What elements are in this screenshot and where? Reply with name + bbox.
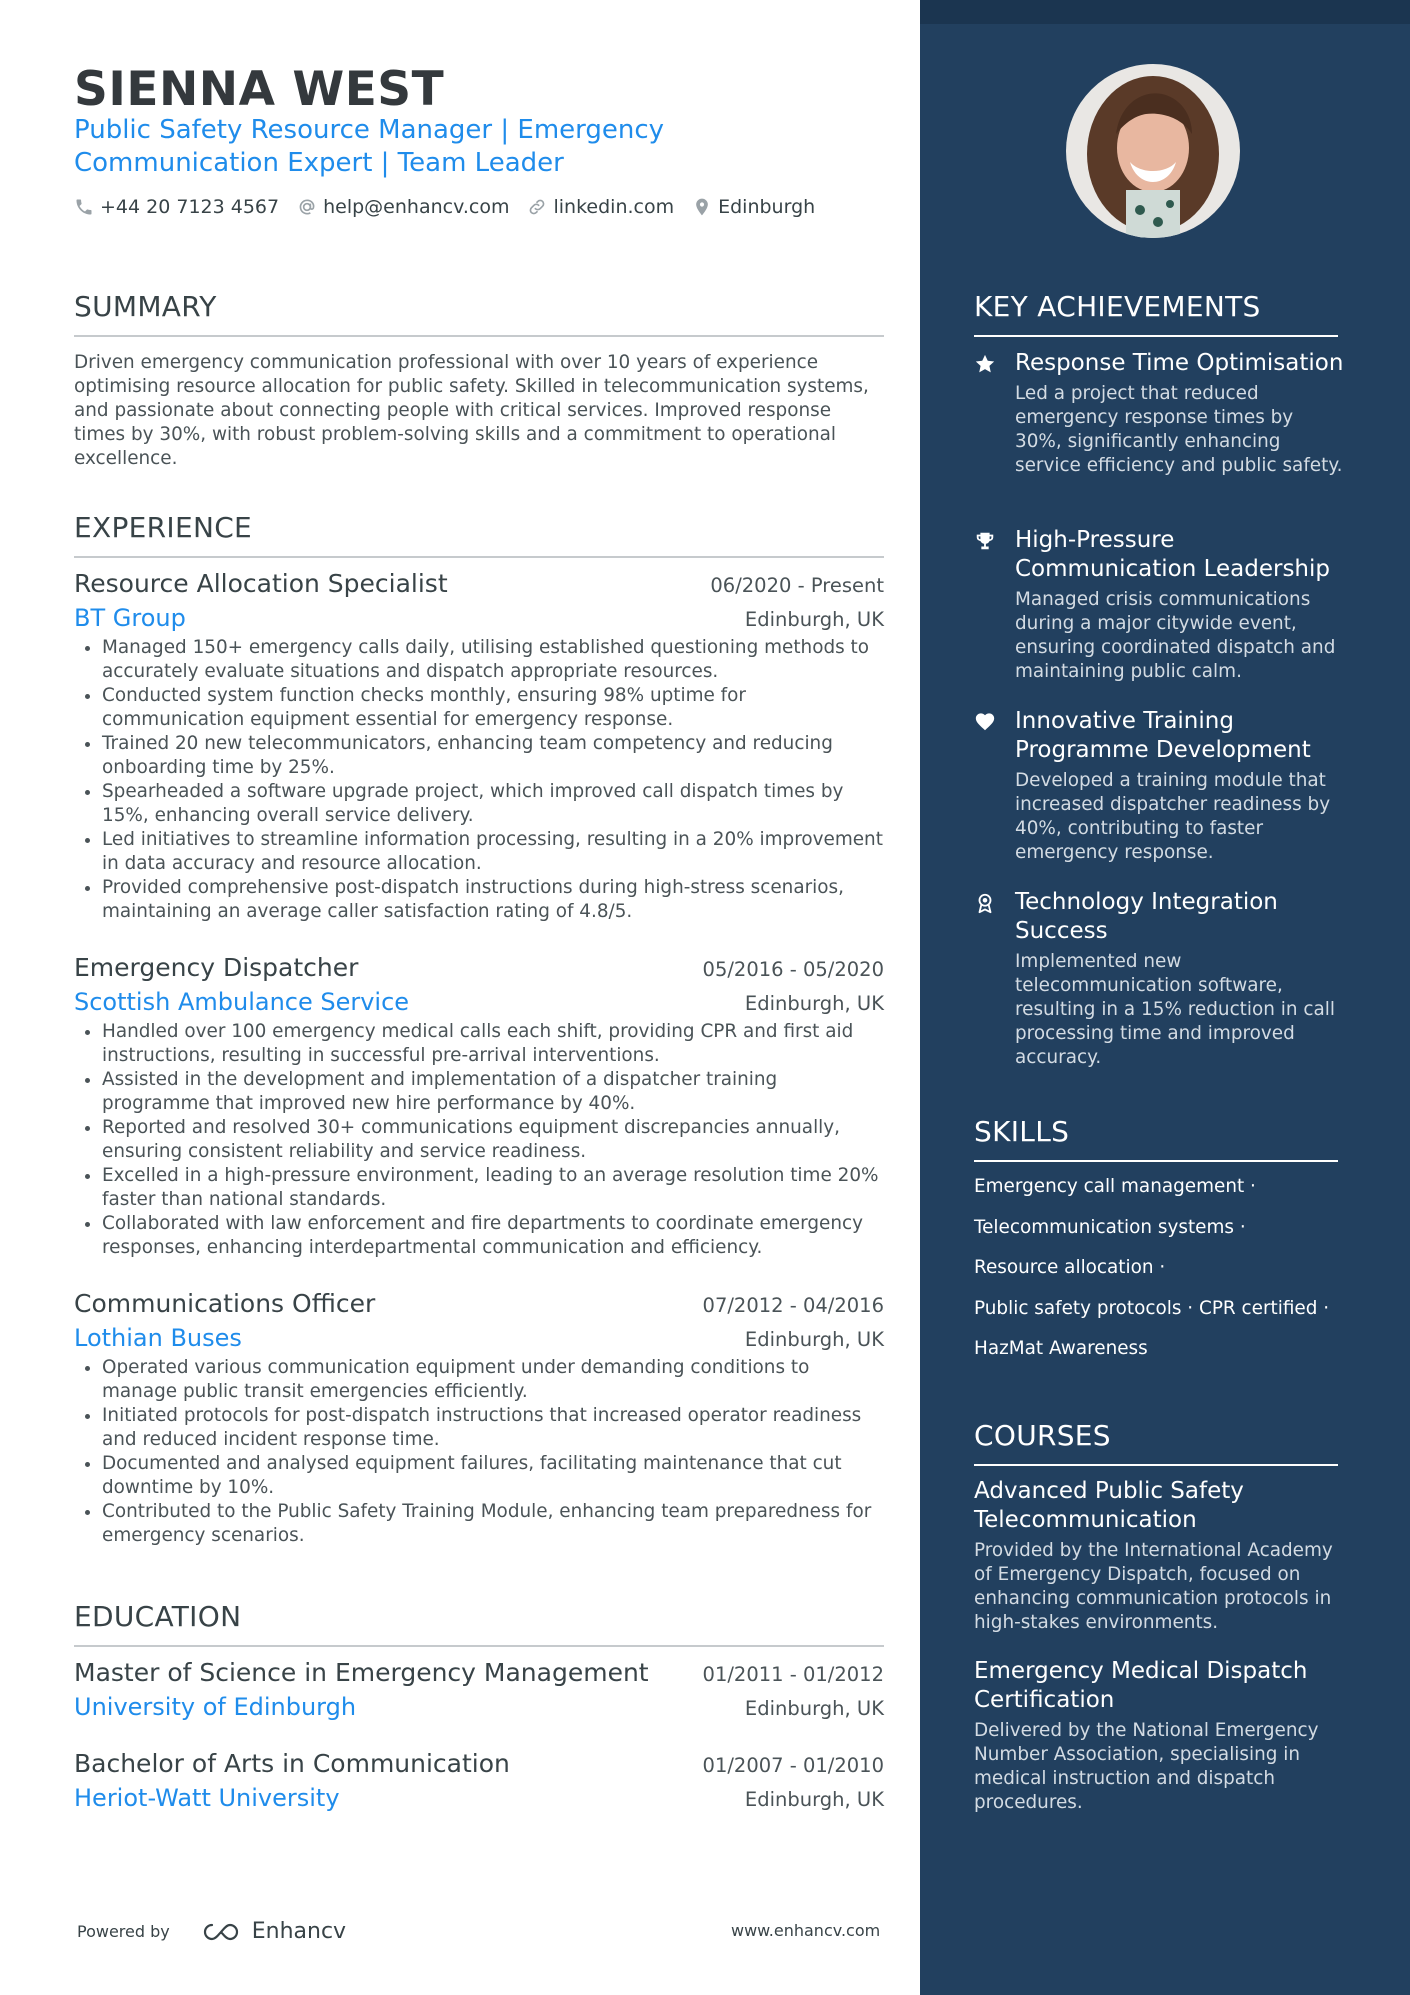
phone-text: +44 20 7123 4567	[100, 196, 280, 218]
skill-item: Telecommunication systems ·	[974, 1216, 1246, 1238]
achievement-title: Technology Integration Success	[1015, 889, 1278, 944]
education-entry	[74, 1749, 884, 1812]
achievement-item	[974, 707, 1344, 865]
sidebar	[920, 0, 1410, 1995]
job-title: Resource Allocation Specialist	[74, 569, 448, 598]
job-bullets	[74, 1020, 884, 1260]
award-icon	[974, 892, 996, 914]
trophy-icon	[974, 530, 996, 552]
skill-item: HazMat Awareness	[974, 1338, 1148, 1359]
achievement-title: High-Pressure Communication Leadership	[1015, 527, 1331, 582]
achievement-desc: Led a project that reduced emergency response times by 30%, significantly enhancing service efficiency and public safety.	[1015, 383, 1343, 476]
skill-item: Resource allocation ·	[974, 1257, 1166, 1278]
bullet-item: • Documented and analysed equipment failures, facilitating maintenance that cut downtime by 10%.	[102, 1452, 884, 1500]
job-location: Edinburgh, UK	[744, 608, 884, 631]
bullet-item: • Excelled in a high-pressure environment, leading to an average resolution time 20% faster than national standards.	[102, 1164, 884, 1212]
contact-phone[interactable]	[74, 196, 279, 218]
course-title: Advanced Public Safety Telecommunication	[974, 1478, 1244, 1533]
bullet-item: • Reported and resolved 30+ communications equipment discrepancies annually, ensuring consistent reliability and service readiness.	[102, 1116, 884, 1164]
bullet-item: • Operated various communication equipment under demanding conditions to manage public transit emergencies efficiently.	[102, 1356, 884, 1404]
job-dates: 07/2012 - 04/2016	[702, 1294, 884, 1317]
education-dates: 01/2011 - 01/2012	[702, 1663, 884, 1686]
contact-location	[692, 196, 815, 218]
contact-bar	[74, 196, 833, 218]
candidate-name: SIENNA WEST	[74, 62, 445, 117]
degree-title: Bachelor of Arts in Communication	[74, 1749, 510, 1778]
school-location: Edinburgh, UK	[744, 1697, 884, 1720]
website-link[interactable]: www.enhancv.com	[731, 1921, 881, 1940]
education-heading: EDUCATION	[74, 1600, 884, 1647]
enhancv-brand: Enhancv	[251, 1919, 347, 1944]
school-name[interactable]: Heriot-Watt University	[74, 1784, 340, 1812]
job-location: Edinburgh, UK	[744, 992, 884, 1015]
skill-item: Emergency call management ·	[974, 1176, 1256, 1197]
linkedin-text: linkedin.com	[553, 196, 675, 218]
job-bullets	[74, 636, 884, 924]
summary-heading: SUMMARY	[74, 290, 884, 337]
company-name[interactable]: BT Group	[74, 604, 186, 632]
skill-item: Public safety protocols · CPR certified ·	[974, 1297, 1330, 1319]
bullet-item: • Managed 150+ emergency calls daily, utilising established questioning methods to accurately evaluate situations and dispatch appropriate resources.	[102, 636, 884, 684]
job-dates: 06/2020 - Present	[710, 574, 884, 597]
course-item	[974, 1477, 1344, 1635]
bullet-item: • Led initiatives to streamline information processing, resulting in a 20% improvement in data accuracy and resource allocation.	[102, 828, 884, 876]
location-text: Edinburgh	[718, 196, 816, 218]
experience-entry	[74, 569, 884, 924]
achievement-item	[974, 526, 1344, 684]
bullet-item: • Collaborated with law enforcement and fire departments to coordinate emergency responses, enhancing interdepartmental communication and efficiency.	[102, 1212, 884, 1260]
heart-icon	[974, 711, 996, 733]
avatar	[1066, 64, 1240, 238]
school-name[interactable]: University of Edinburgh	[74, 1693, 357, 1721]
sidebar-top-bar	[920, 0, 1410, 24]
job-title: Emergency Dispatcher	[74, 953, 359, 982]
achievements-heading: KEY ACHIEVEMENTS	[974, 290, 1338, 337]
course-desc: Delivered by the National Emergency Number Association, specialising in medical instruction and dispatch procedures.	[974, 1720, 1319, 1813]
course-item	[974, 1657, 1344, 1815]
experience-entry	[74, 953, 884, 1260]
achievement-title: Response Time Optimisation	[1015, 350, 1344, 376]
degree-title: Master of Science in Emergency Management	[74, 1658, 649, 1687]
powered-by[interactable]	[77, 1919, 346, 1944]
bullet-item: • Conducted system function checks monthly, ensuring 98% uptime for communication equipment essential for emergency response.	[102, 684, 884, 732]
profile-photo-icon	[1066, 64, 1240, 238]
star-icon	[974, 353, 996, 375]
experience-entry	[74, 1289, 884, 1548]
achievement-item	[974, 349, 1344, 478]
bullet-item: • Assisted in the development and implementation of a dispatcher training programme that improved new hire performance by 40%.	[102, 1068, 884, 1116]
education-entry	[74, 1658, 884, 1721]
experience-heading: EXPERIENCE	[74, 511, 884, 558]
email-text: help@enhancv.com	[323, 196, 510, 218]
achievement-title: Innovative Training Programme Development	[1015, 708, 1311, 763]
contact-linkedin[interactable]	[527, 196, 674, 218]
bullet-item: • Spearheaded a software upgrade project, which improved call dispatch times by 15%, enhancing overall service delivery.	[102, 780, 884, 828]
bullet-item: • Trained 20 new telecommunicators, enhancing team competency and reducing onboarding time by 25%.	[102, 732, 884, 780]
bullet-item: • Initiated protocols for post-dispatch instructions that increased operator readiness and reduced incident response time.	[102, 1404, 884, 1452]
job-bullets	[74, 1356, 884, 1548]
bullet-item: • Provided comprehensive post-dispatch instructions during high-stress scenarios, maintaining an average caller satisfaction rating of 4.8/5.	[102, 876, 884, 924]
school-location: Edinburgh, UK	[744, 1788, 884, 1811]
course-title: Emergency Medical Dispatch Certification	[974, 1658, 1308, 1713]
job-title: Communications Officer	[74, 1289, 376, 1318]
company-name[interactable]: Lothian Buses	[74, 1324, 242, 1352]
skills-heading: SKILLS	[974, 1115, 1338, 1162]
skills-list	[974, 1173, 1354, 1376]
summary-text: Driven emergency communication professional with over 10 years of experience optimising resource allocation for public safety. Skilled in telecommunication systems, and passionate about connecting people with critical services. Improved response times by 30%, with robust problem-solving skills and a commitment to operational excellence.	[74, 352, 869, 469]
bullet-item: • Handled over 100 emergency medical calls each shift, providing CPR and first aid instructions, resulting in successful pre-arrival interventions.	[102, 1020, 884, 1068]
course-desc: Provided by the International Academy of Emergency Dispatch, focused on enhancing communication protocols in high-stakes environments.	[974, 1540, 1333, 1633]
job-dates: 05/2016 - 05/2020	[702, 958, 884, 981]
achievement-desc: Managed crisis communications during a major citywide event, ensuring coordinated dispatch and maintaining public calm.	[1015, 589, 1336, 682]
link-icon	[527, 197, 547, 217]
achievement-desc: Implemented new telecommunication software, resulting in a 15% reduction in call processing time and improved accuracy.	[1015, 951, 1335, 1068]
achievement-desc: Developed a training module that increased dispatcher readiness by 40%, contributing to faster emergency response.	[1015, 770, 1331, 863]
education-dates: 01/2007 - 01/2010	[702, 1754, 884, 1777]
bullet-item: • Contributed to the Public Safety Training Module, enhancing team preparedness for emergency scenarios.	[102, 1500, 884, 1548]
contact-email[interactable]	[297, 196, 509, 218]
enhancv-logo-icon	[196, 1920, 244, 1944]
job-location: Edinburgh, UK	[744, 1328, 884, 1351]
company-name[interactable]: Scottish Ambulance Service	[74, 988, 410, 1016]
at-icon	[297, 197, 317, 217]
location-pin-icon	[692, 197, 712, 217]
courses-heading: COURSES	[974, 1419, 1338, 1466]
phone-icon	[74, 197, 94, 217]
achievement-item	[974, 888, 1344, 1070]
headline: Public Safety Resource Manager | Emergency Communication Expert | Team Leader	[74, 115, 665, 178]
powered-by-label: Powered by	[77, 1922, 170, 1941]
